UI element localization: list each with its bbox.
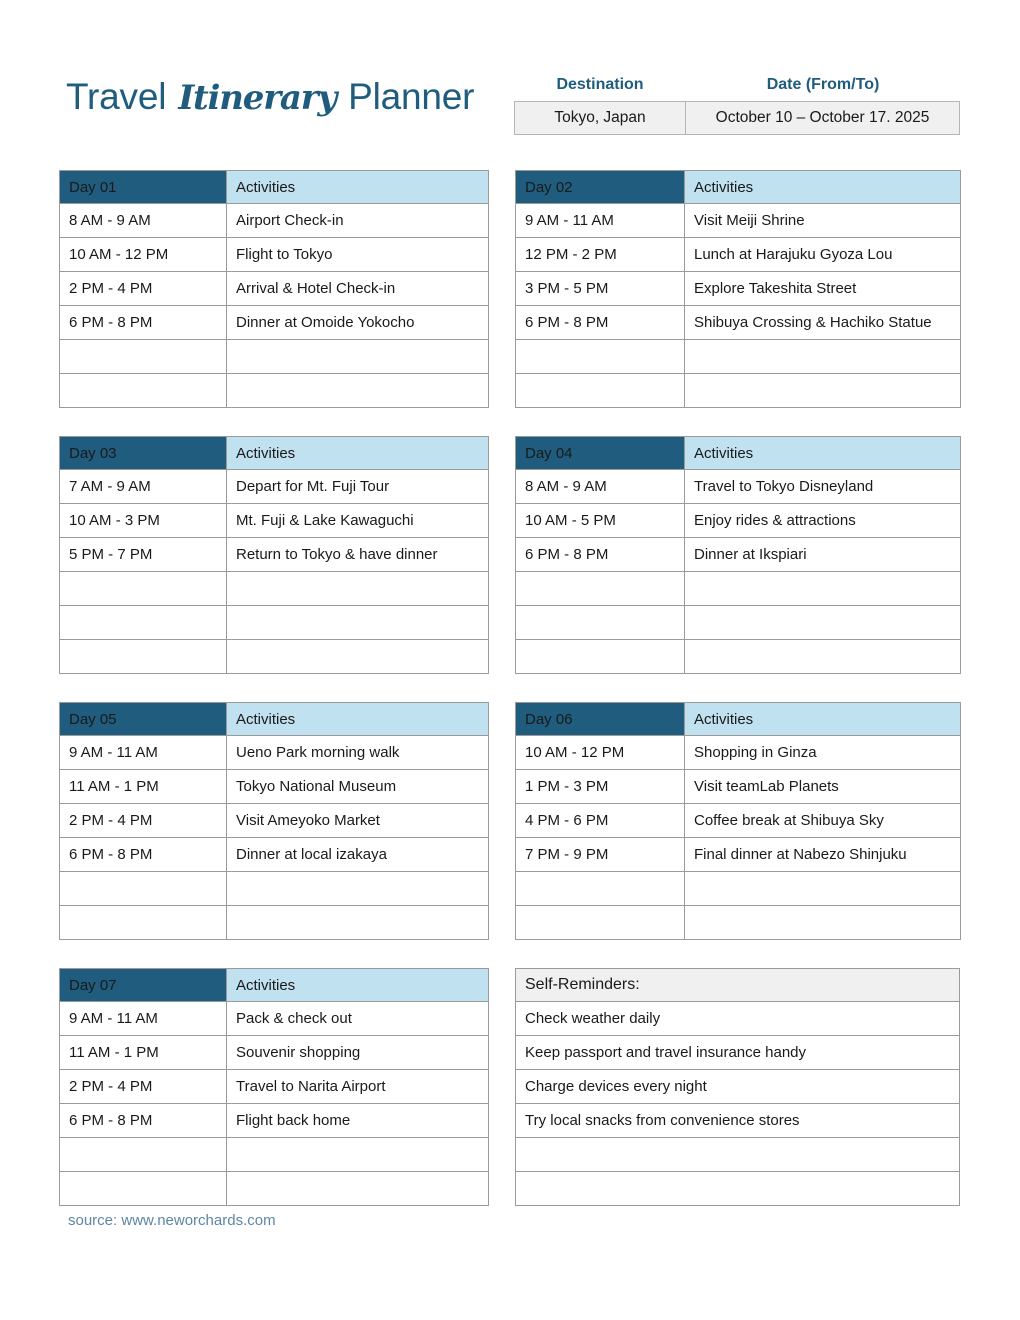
- activity-cell[interactable]: Explore Takeshita Street: [685, 272, 961, 306]
- time-cell[interactable]: [516, 606, 685, 640]
- day-table: [59, 436, 489, 674]
- table-row: [60, 272, 489, 306]
- table-row: [516, 606, 961, 640]
- activities-label: Activities: [227, 703, 489, 736]
- activity-cell[interactable]: Shopping in Ginza: [685, 736, 961, 770]
- activity-cell[interactable]: Enjoy rides & attractions: [685, 504, 961, 538]
- reminder-cell[interactable]: Check weather daily: [516, 1002, 960, 1036]
- activity-cell[interactable]: Dinner at local izakaya: [227, 838, 489, 872]
- activity-cell[interactable]: [685, 872, 961, 906]
- activity-cell[interactable]: Dinner at Omoide Yokocho: [227, 306, 489, 340]
- title-prefix: Travel: [66, 76, 167, 117]
- day-block-7: [59, 968, 488, 1206]
- activity-cell[interactable]: Final dinner at Nabezo Shinjuku: [685, 838, 961, 872]
- time-cell[interactable]: 11 AM - 1 PM: [60, 1036, 227, 1070]
- day-label: Day 02: [516, 171, 685, 204]
- activity-cell[interactable]: [227, 1138, 489, 1172]
- time-cell[interactable]: 3 PM - 5 PM: [516, 272, 685, 306]
- table-header-row: [60, 437, 489, 470]
- activity-cell[interactable]: [685, 606, 961, 640]
- date-label: Date (From/To): [766, 76, 880, 93]
- reminder-cell[interactable]: Try local snacks from convenience stores: [516, 1104, 960, 1138]
- table-row: [516, 504, 961, 538]
- time-cell[interactable]: 6 PM - 8 PM: [516, 306, 685, 340]
- activities-label: Activities: [685, 703, 961, 736]
- table-row: [60, 538, 489, 572]
- activity-cell[interactable]: [685, 374, 961, 408]
- time-cell[interactable]: 2 PM - 4 PM: [60, 1070, 227, 1104]
- activity-cell[interactable]: [227, 340, 489, 374]
- title-suffix: Planner: [348, 76, 475, 117]
- time-cell[interactable]: 9 AM - 11 AM: [60, 736, 227, 770]
- time-cell[interactable]: 10 AM - 3 PM: [60, 504, 227, 538]
- date-range-field[interactable]: October 10 – October 17. 2025: [715, 109, 930, 126]
- destination-label: Destination: [556, 76, 644, 93]
- table-row: [516, 306, 961, 340]
- table-row: [516, 238, 961, 272]
- activity-cell[interactable]: Depart for Mt. Fuji Tour: [227, 470, 489, 504]
- table-row: [516, 340, 961, 374]
- table-row: [60, 606, 489, 640]
- self-reminders-block: [515, 968, 960, 1206]
- time-cell[interactable]: 10 AM - 12 PM: [516, 736, 685, 770]
- activities-label: Activities: [227, 437, 489, 470]
- table-row: [516, 804, 961, 838]
- activity-cell[interactable]: [685, 906, 961, 940]
- time-cell[interactable]: [60, 906, 227, 940]
- table-row: [516, 572, 961, 606]
- time-cell[interactable]: [60, 572, 227, 606]
- activity-cell[interactable]: Travel to Tokyo Disneyland: [685, 470, 961, 504]
- time-cell[interactable]: 9 AM - 11 AM: [60, 1002, 227, 1036]
- day-table: [515, 702, 961, 940]
- activity-cell[interactable]: [227, 872, 489, 906]
- activity-cell[interactable]: [685, 340, 961, 374]
- table-row: [60, 1138, 489, 1172]
- trip-meta-labels: [514, 76, 960, 101]
- activity-cell[interactable]: [227, 906, 489, 940]
- activity-cell[interactable]: Flight to Tokyo: [227, 238, 489, 272]
- activity-cell[interactable]: [227, 374, 489, 408]
- activity-cell[interactable]: Mt. Fuji & Lake Kawaguchi: [227, 504, 489, 538]
- activity-cell[interactable]: Airport Check-in: [227, 204, 489, 238]
- time-cell[interactable]: 11 AM - 1 PM: [60, 770, 227, 804]
- table-row: [60, 572, 489, 606]
- time-cell[interactable]: [60, 1172, 227, 1206]
- time-cell[interactable]: [60, 606, 227, 640]
- table-row: [60, 306, 489, 340]
- day-block-5: [59, 702, 488, 940]
- time-cell[interactable]: 2 PM - 4 PM: [60, 804, 227, 838]
- trip-meta-values: [514, 101, 960, 135]
- activities-label: Activities: [227, 171, 489, 204]
- table-row: [60, 1172, 489, 1206]
- table-row: [516, 770, 961, 804]
- reminder-cell[interactable]: [516, 1172, 960, 1206]
- page-title: [66, 76, 474, 118]
- activity-cell[interactable]: [227, 606, 489, 640]
- time-cell[interactable]: [60, 872, 227, 906]
- table-row: [60, 872, 489, 906]
- activity-cell[interactable]: [227, 1172, 489, 1206]
- reminder-cell[interactable]: [516, 1138, 960, 1172]
- day-table: [59, 968, 489, 1206]
- list-item: [516, 1036, 960, 1070]
- activity-cell[interactable]: Dinner at Ikspiari: [685, 538, 961, 572]
- activity-cell[interactable]: Return to Tokyo & have dinner: [227, 538, 489, 572]
- activity-cell[interactable]: [227, 640, 489, 674]
- activities-label: Activities: [685, 437, 961, 470]
- table-row: [60, 340, 489, 374]
- activity-cell[interactable]: Flight back home: [227, 1104, 489, 1138]
- day-block-6: [515, 702, 960, 940]
- table-header-row: [516, 171, 961, 204]
- table-row: [516, 838, 961, 872]
- time-cell[interactable]: 7 PM - 9 PM: [516, 838, 685, 872]
- time-cell[interactable]: [60, 374, 227, 408]
- list-item: [516, 1104, 960, 1138]
- table-row: [516, 272, 961, 306]
- time-cell[interactable]: [516, 906, 685, 940]
- activity-cell[interactable]: [227, 572, 489, 606]
- time-cell[interactable]: 7 AM - 9 AM: [60, 470, 227, 504]
- time-cell[interactable]: 2 PM - 4 PM: [60, 272, 227, 306]
- table-row: [516, 470, 961, 504]
- activity-cell[interactable]: Arrival & Hotel Check-in: [227, 272, 489, 306]
- list-item: [516, 1172, 960, 1206]
- time-cell[interactable]: 9 AM - 11 AM: [516, 204, 685, 238]
- day-label: Day 03: [60, 437, 227, 470]
- time-cell[interactable]: [60, 640, 227, 674]
- table-row: [516, 872, 961, 906]
- day-table: [515, 436, 961, 674]
- time-cell[interactable]: [60, 340, 227, 374]
- table-row: [60, 640, 489, 674]
- time-cell[interactable]: 6 PM - 8 PM: [60, 838, 227, 872]
- source-credit: source: www.neworchards.com: [68, 1212, 276, 1229]
- time-cell[interactable]: 10 AM - 5 PM: [516, 504, 685, 538]
- activity-cell[interactable]: Lunch at Harajuku Gyoza Lou: [685, 238, 961, 272]
- list-item: [516, 1002, 960, 1036]
- time-cell[interactable]: [516, 640, 685, 674]
- day-block-4: [515, 436, 960, 674]
- activity-cell[interactable]: Pack & check out: [227, 1002, 489, 1036]
- table-row: [516, 736, 961, 770]
- day-table: [59, 702, 489, 940]
- time-cell[interactable]: 6 PM - 8 PM: [516, 538, 685, 572]
- table-row: [60, 804, 489, 838]
- time-cell[interactable]: [60, 1138, 227, 1172]
- day-table: [515, 170, 961, 408]
- time-cell[interactable]: 6 PM - 8 PM: [60, 1104, 227, 1138]
- activities-label: Activities: [685, 171, 961, 204]
- day-block-2: [515, 170, 960, 408]
- activity-cell[interactable]: Shibuya Crossing & Hachiko Statue: [685, 306, 961, 340]
- table-row: [516, 204, 961, 238]
- table-header-row: [516, 703, 961, 736]
- day-label: Day 06: [516, 703, 685, 736]
- table-row: [60, 504, 489, 538]
- table-header-row: [516, 437, 961, 470]
- table-header-row: [60, 703, 489, 736]
- reminders-header-label: Self-Reminders:: [516, 969, 960, 1002]
- table-row: [60, 838, 489, 872]
- time-cell[interactable]: 12 PM - 2 PM: [516, 238, 685, 272]
- list-item: [516, 1138, 960, 1172]
- table-row: [60, 470, 489, 504]
- table-row: [60, 1070, 489, 1104]
- trip-meta: [514, 76, 960, 135]
- reminders-table: [515, 968, 960, 1206]
- time-cell[interactable]: 5 PM - 7 PM: [60, 538, 227, 572]
- reminder-cell[interactable]: Keep passport and travel insurance handy: [516, 1036, 960, 1070]
- reminder-cell[interactable]: Charge devices every night: [516, 1070, 960, 1104]
- table-row: [516, 538, 961, 572]
- list-item: [516, 1070, 960, 1104]
- time-cell[interactable]: [516, 572, 685, 606]
- activity-cell[interactable]: Visit Ameyoko Market: [227, 804, 489, 838]
- table-row: [60, 204, 489, 238]
- day-label: Day 07: [60, 969, 227, 1002]
- title-script-word: Itinerary: [178, 78, 337, 118]
- activity-cell[interactable]: Visit teamLab Planets: [685, 770, 961, 804]
- time-cell[interactable]: 1 PM - 3 PM: [516, 770, 685, 804]
- activity-cell[interactable]: [685, 572, 961, 606]
- page-header: [0, 0, 1020, 160]
- reminders-header-row: [516, 969, 960, 1002]
- table-row: [516, 640, 961, 674]
- day-label: Day 01: [60, 171, 227, 204]
- activity-cell[interactable]: Visit Meiji Shrine: [685, 204, 961, 238]
- time-cell[interactable]: [516, 374, 685, 408]
- time-cell[interactable]: 10 AM - 12 PM: [60, 238, 227, 272]
- day-block-3: [59, 436, 488, 674]
- time-cell[interactable]: 4 PM - 6 PM: [516, 804, 685, 838]
- day-label: Day 05: [60, 703, 227, 736]
- time-cell[interactable]: 8 AM - 9 AM: [516, 470, 685, 504]
- table-row: [60, 906, 489, 940]
- table-row: [60, 770, 489, 804]
- day-table: [59, 170, 489, 408]
- activity-cell[interactable]: [685, 640, 961, 674]
- activity-cell[interactable]: Souvenir shopping: [227, 1036, 489, 1070]
- table-row: [60, 1104, 489, 1138]
- day-label: Day 04: [516, 437, 685, 470]
- activity-cell[interactable]: Tokyo National Museum: [227, 770, 489, 804]
- time-cell[interactable]: [516, 340, 685, 374]
- table-row: [516, 906, 961, 940]
- activities-label: Activities: [227, 969, 489, 1002]
- table-row: [516, 374, 961, 408]
- activity-cell[interactable]: Ueno Park morning walk: [227, 736, 489, 770]
- activity-cell[interactable]: Travel to Narita Airport: [227, 1070, 489, 1104]
- table-row: [60, 1036, 489, 1070]
- destination-field[interactable]: Tokyo, Japan: [515, 102, 686, 134]
- table-header-row: [60, 969, 489, 1002]
- table-row: [60, 1002, 489, 1036]
- time-cell[interactable]: 8 AM - 9 AM: [60, 204, 227, 238]
- time-cell[interactable]: [516, 872, 685, 906]
- table-header-row: [60, 171, 489, 204]
- activity-cell[interactable]: Coffee break at Shibuya Sky: [685, 804, 961, 838]
- table-row: [60, 238, 489, 272]
- table-row: [60, 374, 489, 408]
- table-row: [60, 736, 489, 770]
- day-block-1: [59, 170, 488, 408]
- time-cell[interactable]: 6 PM - 8 PM: [60, 306, 227, 340]
